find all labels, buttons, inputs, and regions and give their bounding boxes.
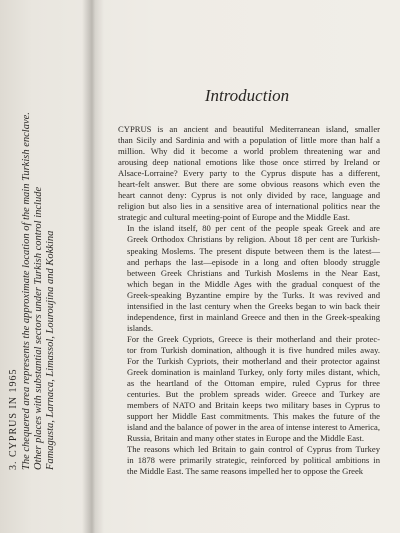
book-gutter <box>82 0 104 533</box>
text-line: independence, first in mainland Greece and then in the Greek-speaking <box>127 311 380 322</box>
text-line: religion but also lies in a sensitive area of international politics near the <box>118 201 380 212</box>
map-caption-line: The chequered area represents the approximate location of the main Turkish enclave. <box>21 112 32 470</box>
paragraph <box>118 223 380 333</box>
text-line: islands. <box>127 322 154 333</box>
text-line: heart cannot deny: Cyprus is not only divided by race, language and <box>118 190 380 201</box>
map-caption-line: Famagusta, Larnaca, Limassol, Louroujina and Kokkina <box>45 230 56 470</box>
text-line: Greek Orthodox Christians by religion. About 18 per cent are Turkish- <box>127 234 380 245</box>
text-line: in 1878 were primarily strategic, reinforced by political ambitions in <box>127 455 380 466</box>
text-line: Russia, Britain and many other states in Europe and the Middle East. <box>127 433 364 444</box>
text-line: Greek domination is mainland Turkey, only forty miles distant, which, <box>127 367 380 378</box>
text-line: The reasons which led Britain to gain control of Cyprus from Turkey <box>127 444 380 455</box>
text-line: the Middle East. The same reasons impelled her to oppose the Greek <box>127 466 364 477</box>
paragraph <box>118 444 380 477</box>
text-line: CYPRUS is an ancient and beautiful Mediterranean island, smaller <box>118 124 380 134</box>
text-line: heart-felt answer. But there are some obvious reasons which even the <box>118 179 380 190</box>
text-line: speaking Moslems. The present dispute between them is the latest— <box>127 245 380 256</box>
text-line: island and the balance of power in the area of intense interest to America, <box>127 422 380 433</box>
text-line: Alsace-Lorraine? Every party to the Cyprus dispute has a different, <box>118 168 380 179</box>
text-line: and perhaps the last—episode in a long and often bloody struggle <box>127 256 380 267</box>
right-page <box>112 0 400 533</box>
text-line: between Greek Christians and Turkish Moslems in the Near East, <box>127 267 380 278</box>
text-line: which began in the Middle Ages with the gradual conquest of the <box>127 278 380 289</box>
text-line: than Sicily and Sardinia and with a population of little more than half a <box>118 135 380 146</box>
chapter-heading: Introduction <box>204 86 290 105</box>
text-line: tor from Turkish domination, although it is five hundred miles away. <box>127 344 380 355</box>
map-caption <box>8 30 57 470</box>
left-page <box>0 0 92 533</box>
text-line: In the island itself, 80 per cent of the people speak Greek and are <box>127 223 380 234</box>
text-line: arousing deep national emotions like those once stirred by Ireland or <box>118 157 380 168</box>
text-line: million. Why did it become a world problem threatening war and <box>118 146 380 157</box>
text-line: For the Turkish Cypriots, their motherland and their protector against <box>127 355 380 366</box>
text-line: For the Greek Cypriots, Greece is their motherland and their protec- <box>127 333 380 344</box>
body-text <box>118 124 380 478</box>
text-line: centuries. But the problem spreads wider. Greece and Turkey are <box>127 389 380 400</box>
text-line: Greek-speaking Byzantine empire by the Turks. It was revived and <box>127 289 380 300</box>
map-caption-line: Other places with substantial sectors under Turkish control include <box>33 186 44 470</box>
text-line: as the heartland of the Ottoman empire, ruled Cyprus for three <box>127 378 380 389</box>
paragraph <box>118 124 380 223</box>
text-line: members of NATO and Britain keeps two military bases in Cyprus to <box>127 400 380 411</box>
text-line: strategic and cultural meeting-point of Europe and the Middle East. <box>118 212 350 223</box>
map-caption-title: 3. CYPRUS IN 1965 <box>8 368 19 470</box>
paragraph <box>118 334 380 444</box>
text-line: support her Middle East commitments. This makes the future of the <box>127 411 380 422</box>
text-line: intensified in the last century when the Greeks began to win back their <box>127 300 380 311</box>
